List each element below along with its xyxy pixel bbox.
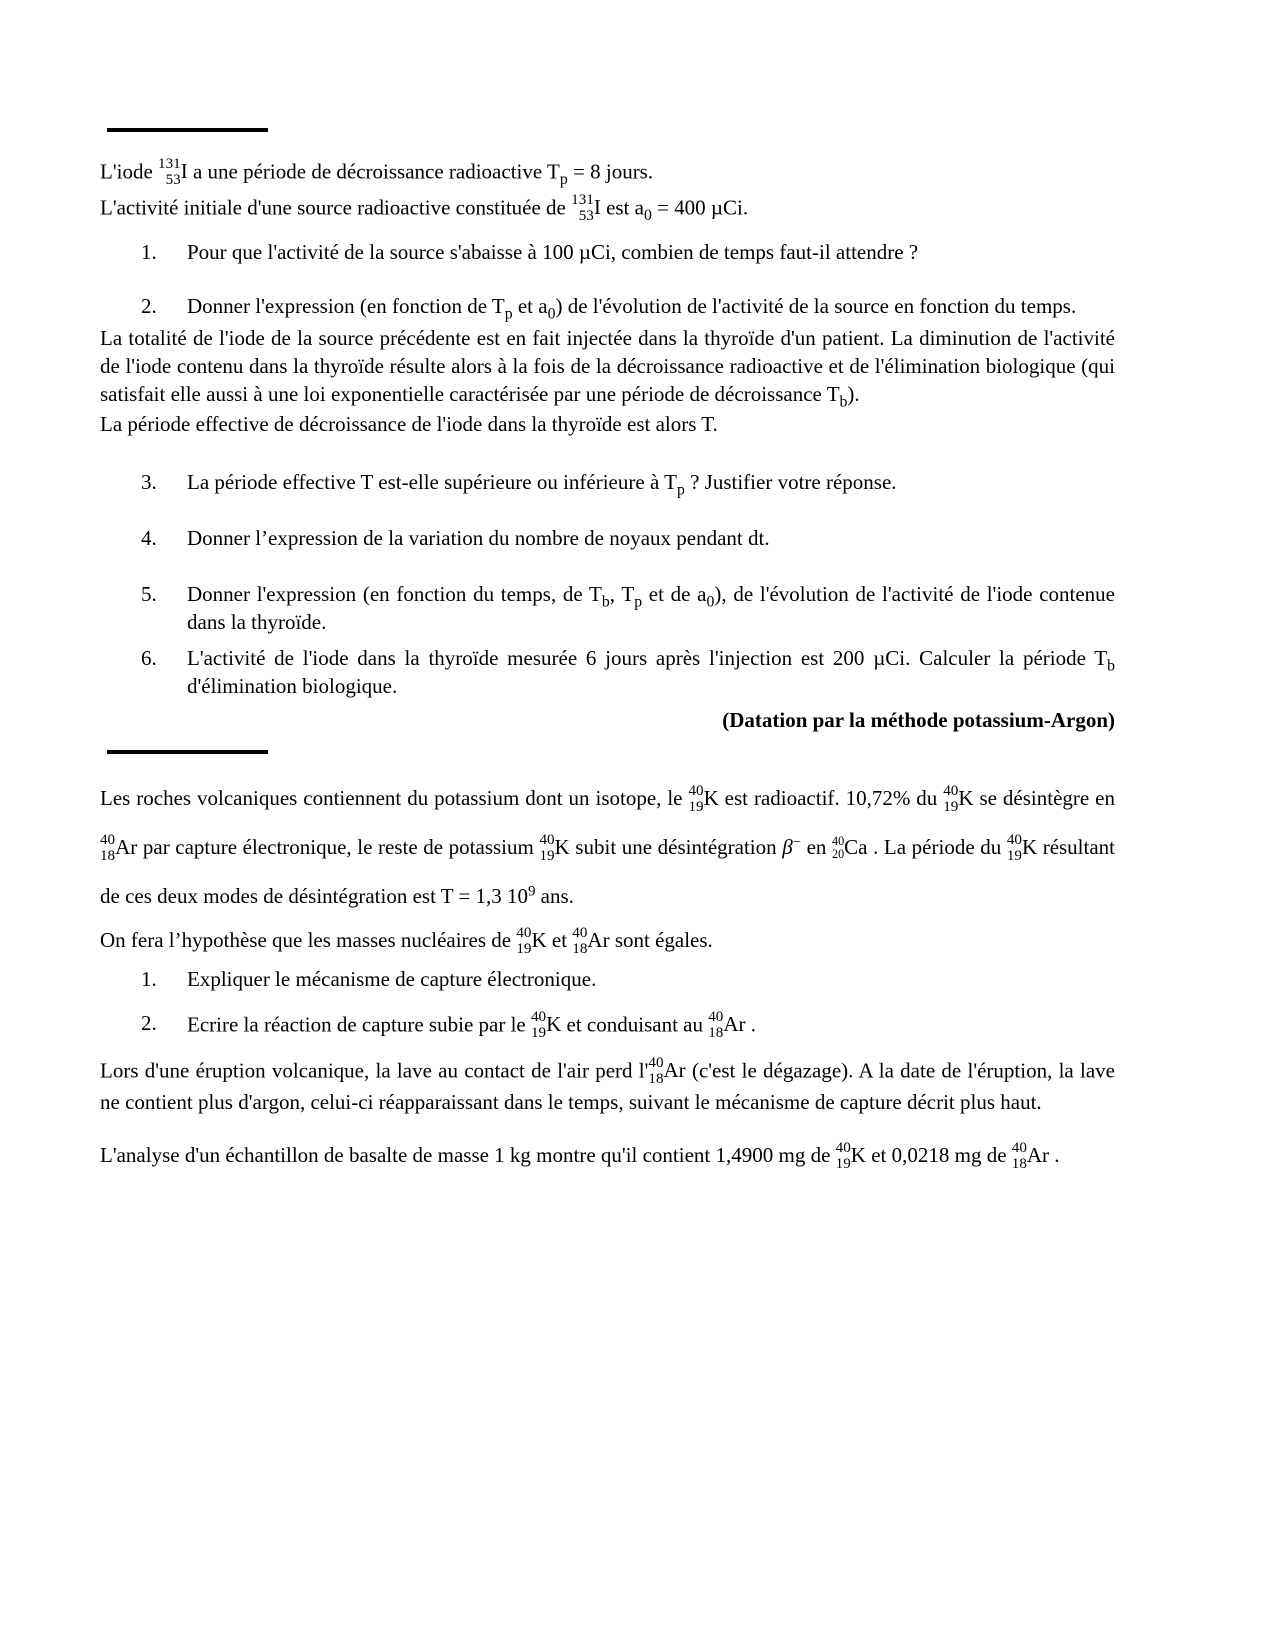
- paragraph-eruption-degassing: Lors d'une éruption volcanique, la lave au contact de l'air perd l' 40 18 Ar (c'est le dégazage). A la date de l'éruption, la lave ne contient plus d'argon, celui-ci réapparaissant dans le temps, suivant le mécanisme de capture décrit plus haut.: [100, 1055, 1115, 1115]
- item-number: 6.: [141, 646, 157, 671]
- item-number: 1.: [141, 240, 157, 265]
- question-item-6: [100, 644, 1115, 700]
- item-number: 2.: [141, 1011, 157, 1036]
- item-number: 5.: [141, 582, 157, 607]
- item-number: 4.: [141, 526, 157, 551]
- isotope-notation: 40 19 K: [530, 1009, 562, 1042]
- horizontal-rule-middle: [107, 750, 268, 754]
- question-list-potassium: [100, 965, 1115, 1041]
- question-item-5: [100, 580, 1115, 636]
- item-number: 3.: [141, 470, 157, 495]
- item-text: Expliquer le mécanisme de capture électronique.: [187, 967, 597, 992]
- item-text: La période effective T est-elle supérieure ou inférieure à $T_p$ ? Justifier votre réponse.: [187, 470, 897, 499]
- isotope-notation: 131 53 I: [571, 192, 601, 225]
- paragraph-effective-period: La période effective de décroissance de l'iode dans la thyroïde est alors T.: [100, 412, 718, 437]
- isotope-notation: 40 18 Ar: [708, 1009, 746, 1042]
- item-text: Donner l’expression de la variation du nombre de noyaux pendant dt.: [187, 526, 770, 551]
- isotope-notation: 40 19 K: [835, 1139, 866, 1172]
- item-number: 1.: [141, 967, 157, 992]
- isotope-notation: 40 19 K: [1006, 831, 1038, 864]
- item-text: Donner l'expression (en fonction du temps, de $T_b$, $T_p$ et de $a_0$), de l'évolution de l'activité de l'iode contenue dans la thyroïde.: [187, 582, 1116, 635]
- item-text: Ecrire la réaction de capture subie par le 40 19 K et conduisant au 40 18 Ar .: [187, 1009, 757, 1042]
- isotope-notation: 40 18 Ar: [1011, 1139, 1050, 1172]
- item-text: L'activité de l'iode dans la thyroïde mesurée 6 jours après l'injection est 200 µCi. Calculer la période $T_b$ d'élimination biologique.: [187, 646, 1115, 699]
- isotope-notation: 40 18 Ar: [572, 924, 610, 957]
- section-heading-potassium-argon: (Datation par la méthode potassium-Argon): [722, 708, 1115, 733]
- isotope-notation: 40 18 Ar: [100, 831, 138, 864]
- horizontal-rule-top: [107, 128, 268, 132]
- paragraph-hypothesis: On fera l’hypothèse que les masses nucléaires de 40 19 K et 40 18 Ar sont égales.: [100, 924, 713, 957]
- question-item-4: [100, 524, 1115, 552]
- question-item-1: [100, 238, 1115, 266]
- isotope-notation: 40 19 K: [539, 831, 570, 864]
- question-item-capture-1: [100, 965, 1115, 993]
- isotope-notation: 40 19 K: [688, 782, 719, 815]
- paragraph-volcanic-rocks: Les roches volcaniques contiennent du potassium dont un isotope, le 40 19 K est radioactif. 10,72% du 40 19 K se désintègre en 40 18 Ar par capture électronique, le reste de potassium 40 19 K subit une désintégration β− en 40 20 Ca . La période du 40 19 K résultant de ces deux modes de désintégration est T = 1,3 $10^9$ ans.: [100, 782, 1116, 909]
- isotope-notation: 40 19 K: [516, 924, 547, 957]
- item-number: 2.: [141, 294, 157, 319]
- item-text: Donner l'expression (en fonction de $T_p$ et $a_0$) de l'évolution de l'activité de la source en fonction du temps.: [187, 294, 1077, 323]
- intro-paragraph-iodine-period: L'iode 131 53 I a une période de décroissance radioactive $T_p = 8$ jours.: [100, 156, 654, 189]
- isotope-notation: 40 19 K: [943, 782, 974, 815]
- question-item-capture-2: [100, 1009, 1115, 1041]
- beta-minus-symbol: β−: [782, 834, 801, 860]
- paragraph-basalt-analysis: L'analyse d'un échantillon de basalte de masse 1 kg montre qu'il contient 1,4900 mg de 40 19 K et 0,0218 mg de 40 18 Ar .: [100, 1139, 1060, 1172]
- intro-paragraph-initial-activity: L'activité initiale d'une source radioactive constituée de 131 53 I est $a_0 = 400$ µCi.: [100, 192, 749, 225]
- isotope-notation: 131 53 I: [158, 156, 188, 189]
- isotope-notation: 40 20 Ca: [832, 833, 868, 861]
- question-item-2: [100, 292, 1115, 323]
- item-text: Pour que l'activité de la source s'abaisse à 100 µCi, combien de temps faut-il attendre ?: [187, 240, 919, 265]
- question-list-thyroid: [100, 468, 1115, 700]
- isotope-notation: 40 18 Ar: [648, 1055, 686, 1088]
- question-item-3: [100, 468, 1115, 499]
- question-list-iodine: [100, 238, 1115, 323]
- paragraph-thyroid-injection: La totalité de l'iode de la source précédente est en fait injectée dans la thyroïde d'un patient. La diminution de l'activité de l'iode contenu dans la thyroïde résulte alors à la fois de la décroissance radioactive et de l'élimination biologique (qui satisfait elle aussi à une loi exponentielle caractérisée par une période de décroissance $T_b$).: [100, 326, 1115, 411]
